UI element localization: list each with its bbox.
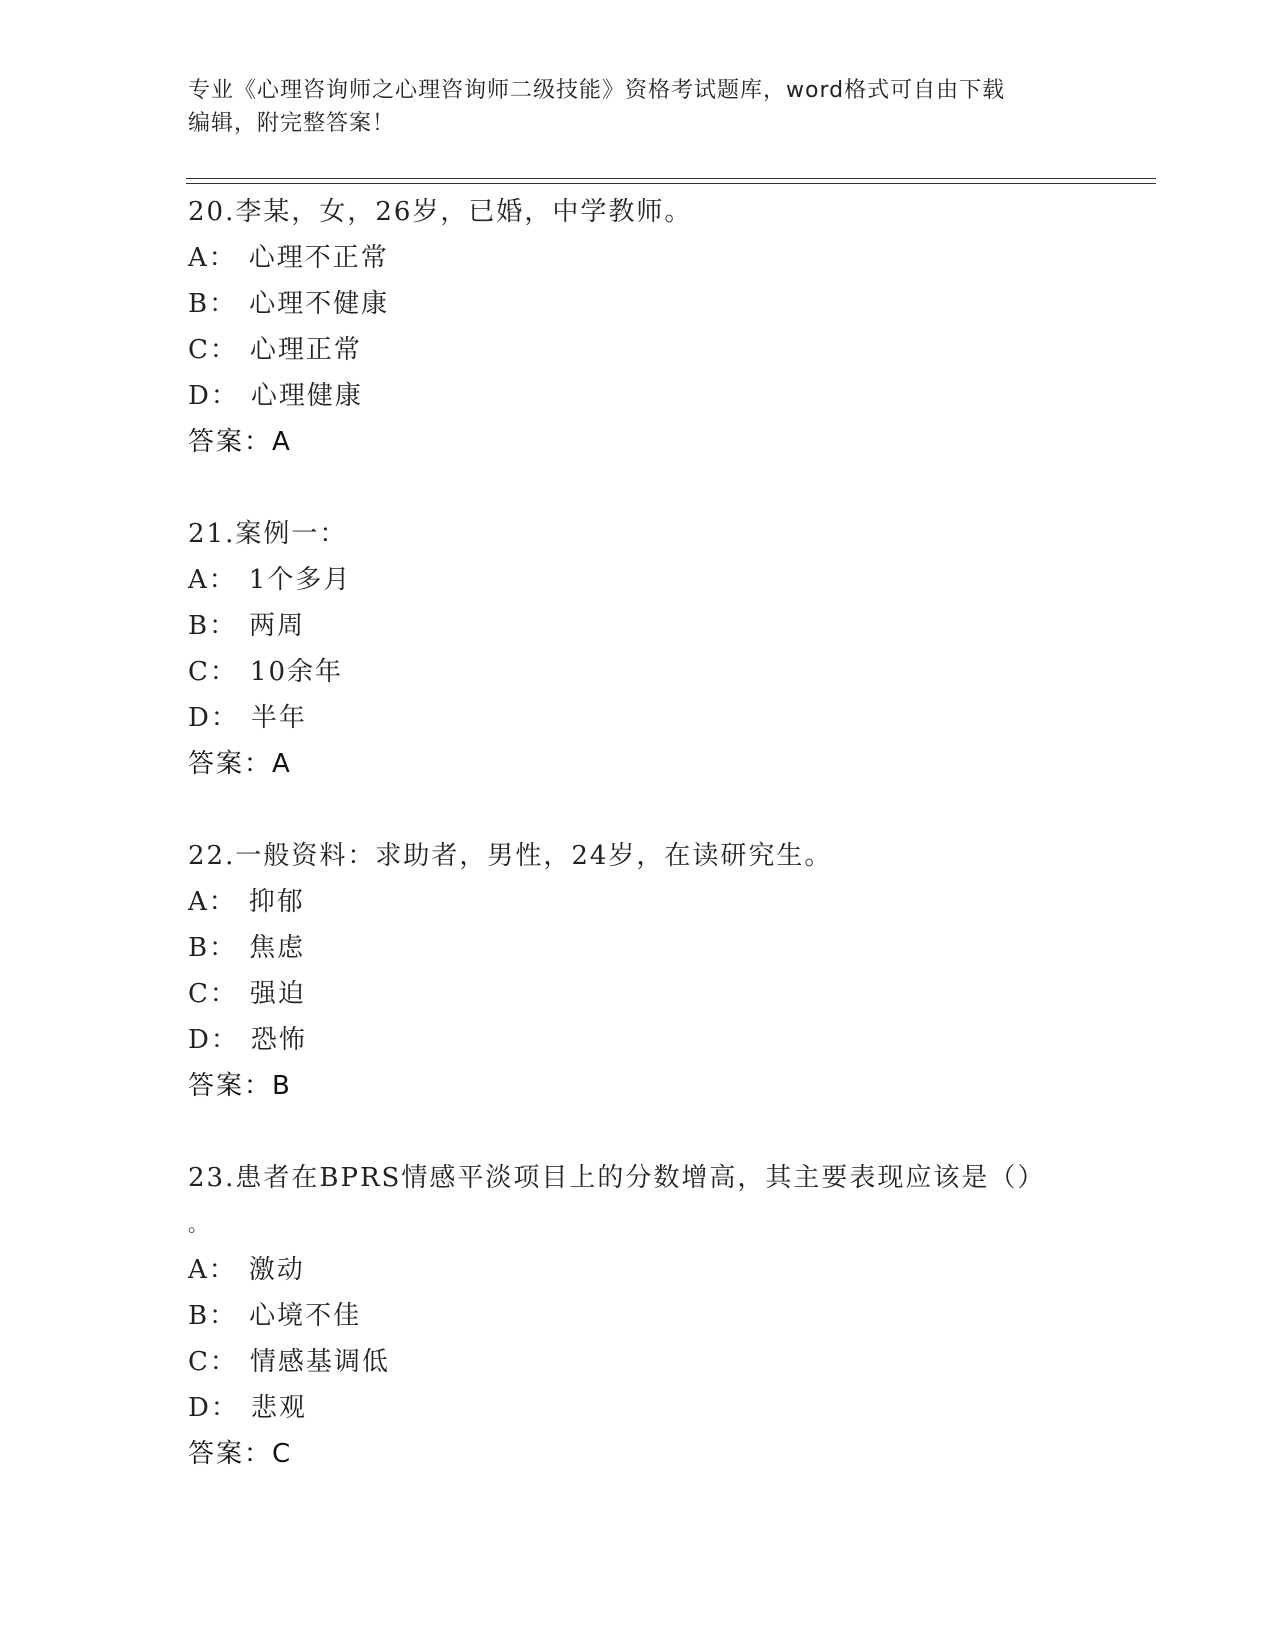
header-line-1: 专业《心理咨询师之心理咨询师二级技能》资格考试题库，word格式可自由下载: [188, 78, 1006, 103]
option-text: 激动: [248, 1255, 305, 1285]
option-d: [188, 1385, 1148, 1431]
header-divider-top: [186, 178, 1156, 179]
option-text: 心理健康: [250, 381, 363, 411]
question-stem: 20.李某，女，26岁，已婚，中学教师。: [188, 197, 693, 227]
option-letter: D: [188, 381, 211, 411]
option-separator: ：: [209, 933, 238, 963]
option-text: 心理正常: [249, 335, 362, 365]
option-text: 两周: [249, 611, 306, 641]
question-stem: 23.患者在BPRS情感平淡项目上的分数增高，其主要表现应该是（）: [188, 1163, 1046, 1193]
option-letter: B: [188, 1301, 210, 1331]
header-divider-bottom: [186, 183, 1156, 184]
option-text: 心理不正常: [248, 243, 389, 273]
option-separator: ：: [209, 979, 238, 1009]
document-header: [188, 74, 1088, 140]
option-separator: ：: [208, 1255, 237, 1285]
option-letter: C: [188, 979, 210, 1009]
option-separator: ：: [209, 611, 238, 641]
option-b: [188, 603, 1148, 649]
question-21: [188, 511, 1148, 787]
option-letter: A: [188, 887, 209, 917]
option-separator: ：: [210, 1025, 239, 1055]
option-separator: ：: [210, 381, 239, 411]
option-a: [188, 879, 1148, 925]
option-c: [188, 971, 1148, 1017]
answer-line: 答案：A: [188, 749, 292, 779]
answer-line: 答案：A: [188, 427, 292, 457]
option-b: [188, 925, 1148, 971]
option-d: [188, 1017, 1148, 1063]
option-letter: D: [188, 703, 211, 733]
question-stem: 21.案例一：: [188, 519, 348, 549]
option-letter: C: [188, 657, 210, 687]
option-separator: ：: [208, 243, 237, 273]
option-letter: C: [188, 335, 210, 365]
header-line-2: 编辑，附完整答案！: [188, 111, 396, 136]
option-separator: ：: [209, 1347, 238, 1377]
option-text: 1个多月: [248, 565, 352, 595]
option-letter: D: [188, 1393, 211, 1423]
option-letter: D: [188, 1025, 211, 1055]
option-text: 恐怖: [250, 1025, 307, 1055]
question-list: [188, 189, 1148, 1523]
option-separator: ：: [209, 657, 238, 687]
option-text: 心境不佳: [249, 1301, 362, 1331]
option-c: [188, 327, 1148, 373]
option-a: [188, 235, 1148, 281]
option-letter: B: [188, 289, 210, 319]
option-letter: B: [188, 933, 210, 963]
question-22: [188, 833, 1148, 1109]
option-b: [188, 281, 1148, 327]
option-d: [188, 373, 1148, 419]
option-text: 情感基调低: [249, 1347, 390, 1377]
option-separator: ：: [209, 335, 238, 365]
option-separator: ：: [208, 887, 237, 917]
option-c: [188, 1339, 1148, 1385]
option-separator: ：: [208, 565, 237, 595]
option-text: 10余年: [249, 657, 344, 687]
option-letter: A: [188, 565, 209, 595]
option-separator: ：: [209, 1301, 238, 1331]
answer-line: 答案：B: [188, 1071, 292, 1101]
option-text: 焦虑: [249, 933, 306, 963]
option-text: 抑郁: [248, 887, 305, 917]
option-text: 半年: [250, 703, 307, 733]
question-20: [188, 189, 1148, 465]
option-c: [188, 649, 1148, 695]
option-letter: A: [188, 243, 209, 273]
option-a: [188, 557, 1148, 603]
question-23: [188, 1155, 1148, 1477]
option-a: [188, 1247, 1148, 1293]
option-text: 强迫: [249, 979, 306, 1009]
option-separator: ：: [210, 703, 239, 733]
option-text: 心理不健康: [249, 289, 390, 319]
option-d: [188, 695, 1148, 741]
option-letter: C: [188, 1347, 210, 1377]
option-text: 悲观: [250, 1393, 307, 1423]
question-stem: 22.一般资料：求助者，男性，24岁，在读研究生。: [188, 841, 833, 871]
option-separator: ：: [209, 289, 238, 319]
option-b: [188, 1293, 1148, 1339]
option-letter: A: [188, 1255, 209, 1285]
option-separator: ：: [210, 1393, 239, 1423]
question-stem-continuation: 。: [188, 1212, 210, 1236]
answer-line: 答案：C: [188, 1439, 293, 1469]
option-letter: B: [188, 611, 210, 641]
